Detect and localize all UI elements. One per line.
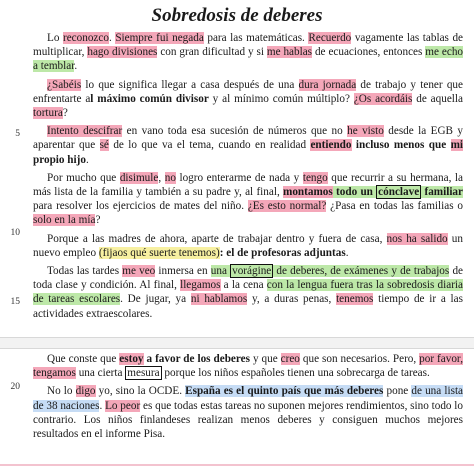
highlight: disimule	[119, 171, 159, 184]
bottom-rule	[0, 464, 474, 466]
bold-phrase: : el de profesoras adjuntas	[219, 246, 346, 259]
highlight: he visto	[347, 125, 384, 138]
bold-phrase: l máximo común divisor	[90, 92, 209, 105]
highlight: todo un	[332, 186, 377, 199]
paragraph-6: Todas las tardes me veo inmersa en una vorágine de deberes, de exámenes y de trabajos de toda clase y condición. Al final, llegamos a la cena con la lengua fuera tras la sobredosis diaria de tareas escolares. De jugar, ya ni hablamos y, a duras penas, tenemos tiempo de ir a las actividades extraescolares.	[33, 265, 464, 320]
highlight: ni hablamos	[190, 293, 248, 306]
highlight: tortura	[33, 107, 63, 120]
highlight: reconozco	[62, 32, 109, 44]
line-number-5: 5	[15, 129, 20, 139]
highlight: con la lengua fuera tras la sobredosis diaria de tareas escolares	[33, 279, 463, 306]
highlight: estoy	[119, 353, 144, 365]
highlight: creo	[280, 353, 300, 365]
highlight: sé	[99, 139, 109, 152]
bold-phrase: a favor de los deberes	[143, 353, 250, 365]
highlight: tengo	[302, 171, 328, 184]
highlight: me veo	[122, 265, 156, 278]
bold-phrase: incluso menos que	[351, 139, 451, 152]
highlight: digo	[75, 385, 96, 398]
line-number-15: 15	[10, 297, 20, 307]
highlight: montamos	[283, 186, 333, 199]
highlight: Lo peor	[105, 399, 141, 412]
highlight: de deberes, de exámenes y de trabajos	[273, 265, 450, 278]
paragraph-7: Que conste que estoy a favor de los deberes y que creo que son necesarios. Pero, por favor, tengamos una cierta mesura porque los niños españoles tienen una sobrecarga de tareas.	[33, 353, 463, 380]
paragraph-2: ¿Sabéis lo que significa llegar a casa después de una dura jornada de trabajo y tener que enfrentarte al máximo común divisor y al mínimo común múltiplo? ¿Os acordáis de aquella tortura?	[33, 78, 463, 120]
boxed-word: cónclave	[378, 186, 420, 199]
boxed-word: vorágine	[232, 265, 272, 278]
upper-text-block	[10, 31, 464, 321]
line-number-20: 20	[10, 382, 20, 392]
highlight: me echo a temblar	[33, 46, 464, 73]
highlight: familiar	[421, 186, 463, 199]
highlight: ¿Sabéis	[47, 78, 82, 91]
highlight: me hablas	[266, 46, 313, 59]
paragraph-3: Intento descifrar en vano toda esa sucesión de números que no he visto desde la EGB y aparentar que sé de lo que va el tema, cuando en realidad entiendo incluso menos que mi propio hijo.	[33, 125, 464, 166]
page-divider	[0, 337, 474, 349]
highlight: Intento descifrar	[47, 125, 123, 138]
highlight: solo en la mía	[33, 214, 96, 227]
highlight: hago divisiones	[87, 46, 158, 59]
highlight: (fijaos qué suerte tenemos)	[98, 246, 220, 259]
paragraph-5: Porque a las madres de ahora, aparte de trabajar dentro y fuera de casa, nos ha salido un nuevo empleo (fijaos qué suerte tenemos): el de profesoras adjuntas.	[33, 232, 463, 259]
highlight: entiendo	[310, 139, 352, 152]
highlight: ¿Es esto normal?	[247, 200, 327, 213]
highlight: tenemos	[336, 293, 374, 306]
highlight: Siempre fui negada	[115, 32, 204, 44]
highlight: llegamos	[180, 279, 221, 292]
highlight: dura jornada	[298, 78, 357, 91]
paragraph-1: Lo reconozco. Siempre fui negada para las matemáticas. Recuerdo vagamente las tablas de multiplicar, hago divisiones con gran dificultad y si me hablas de ecuaciones, entonces me echo a temblar.	[33, 32, 464, 73]
highlight: una	[210, 265, 231, 278]
lower-text-block	[10, 352, 464, 445]
highlight: Recuerdo	[308, 32, 352, 44]
document-title: Sobredosis de deberes	[151, 5, 323, 26]
bold-phrase: propio hijo	[33, 153, 86, 166]
highlight: nos ha salido	[386, 232, 448, 245]
line-number-10: 10	[10, 228, 20, 238]
paragraph-8: No lo digo yo, sino la OCDE. España es el quinto país que más deberes pone de una lista de 38 naciones. Lo peor es que todas estas tareas no suponen mejores rendimientos, sino todo lo contrario. Los niños finlandeses realizan menos deberes y consiguen muchos mejores resultados en el informe Pisa.	[33, 385, 464, 441]
highlight: mi	[450, 139, 464, 152]
highlight: de una lista de 38 naciones	[33, 385, 464, 412]
boxed-word: mesura	[127, 367, 160, 380]
paragraph-4: Por mucho que disimule, no logro enterarme de nada y tengo que recurrir a su hermana, la más lista de la familia y también a su padre y, al final, montamos todo un cónclave familiar para resolver los ejercicios de mates del niño. ¿Es esto normal? ¿Pasa en todas las familias o solo en la mía?	[33, 171, 464, 227]
highlight: ¿Os acordáis	[353, 92, 413, 105]
highlight: no	[164, 171, 176, 184]
highlight: por favor, tengamos	[33, 353, 463, 380]
highlight: España es el quinto país que más deberes	[185, 385, 384, 398]
